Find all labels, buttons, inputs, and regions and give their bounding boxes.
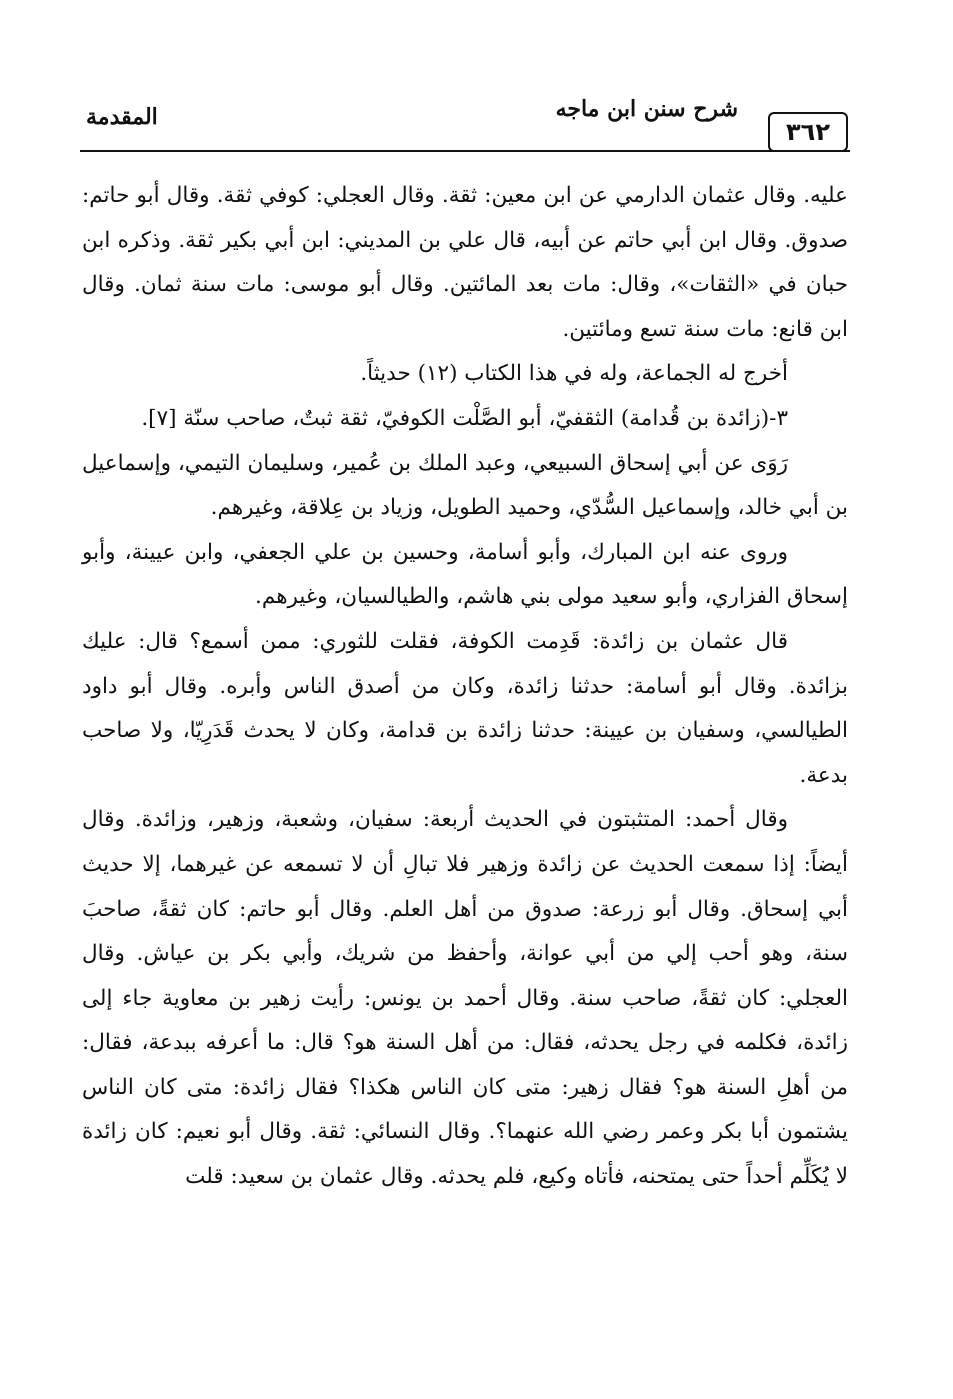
page-header	[80, 84, 850, 154]
section-title: المقدمة	[86, 104, 158, 130]
paragraph-3: ٣-(زائدة بن قُدامة) الثقفيّ، أبو الصَّلْت الكوفيّ، ثقة ثبتٌ، صاحب سنّة [٧].	[141, 405, 788, 431]
paragraph-6: قال عثمان بن زائدة: قَدِمت الكوفة، فقلت للثوري: ممن أسمع؟ قال: عليك بزائدة. وقال أبو أسامة: حدثنا زائدة، وكان من أصدق الناس وأبره. وقال أبو داود الطيالسي، وسفيان بن عيينة: حدثنا زائدة بن قدامة، وكان لا يحدث قَدَرِيّا، ولا صاحب بدعة.	[82, 628, 848, 788]
paragraph-2: أخرج له الجماعة، وله في هذا الكتاب (١٢) حديثاً.	[360, 361, 788, 387]
book-title: شرح سنن ابن ماجه	[555, 96, 738, 122]
paragraph-7: وقال أحمد: المتثبتون في الحديث أربعة: سفيان، وشعبة، وزهير، وزائدة. وقال أيضاً: إذا سمعت الحديث عن زائدة وزهير فلا تبالِ أن لا تسمعه عن غيرهما، إلا حديث أبي إسحاق. وقال أبو زرعة: صدوق من أهل العلم. وقال أبو حاتم: كان ثقةً، صاحبَ سنة، وهو أحب إلي من أبي عوانة، وأحفظ من شريك، وأبي بكر بن عياش. وقال العجلي: كان ثقةً، صاحب سنة. وقال أحمد بن يونس: رأيت زهير بن معاوية جاء إلى زائدة، فكلمه في رجل يحدثه، فقال: من أهل السنة هو؟ قال: ما أعرفه ببدعة، فقال: من أهلِ السنة هو؟ فقال زهير: متى كان الناس هكذا؟ فقال زائدة: متى كان الناس يشتمون أبا بكر وعمر رضي الله عنهما؟. وقال النسائي: ثقة. وقال أبو نعيم: كان زائدة لا يُكَلِّم أحداً حتى يمتحنه، فأتاه وكيع، فلم يحدثه. وقال عثمان بن سعيد: قلت	[82, 807, 848, 1190]
header-rule	[80, 150, 850, 152]
page-number-box: ٣٦٢	[768, 112, 848, 152]
body-text	[82, 174, 848, 1200]
paragraph-1: عليه. وقال عثمان الدارمي عن ابن معين: ثقة. وقال العجلي: كوفي ثقة. وقال أبو حاتم: صدوق. وقال ابن أبي حاتم عن أبيه، قال علي بن المديني: ابن أبي بكير ثقة. وذكره ابن حبان في «الثقات»، وقال: مات بعد المائتين. وقال أبو موسى: مات سنة ثمان. وقال ابن قانع: مات سنة تسع ومائتين.	[82, 183, 848, 342]
paragraph-4: رَوَى عن أبي إسحاق السبيعي، وعبد الملك بن عُمير، وسليمان التيمي، وإسماعيل بن أبي خالد، وإسماعيل السُّدّي، وحميد الطويل، وزياد بن عِلاقة، وغيرهم.	[82, 450, 848, 521]
paragraph-5: وروى عنه ابن المبارك، وأبو أسامة، وحسين بن علي الجعفي، وابن عيينة، وأبو إسحاق الفزاري، وأبو سعيد مولى بني هاشم، والطيالسيان، وغيرهم.	[82, 539, 848, 610]
